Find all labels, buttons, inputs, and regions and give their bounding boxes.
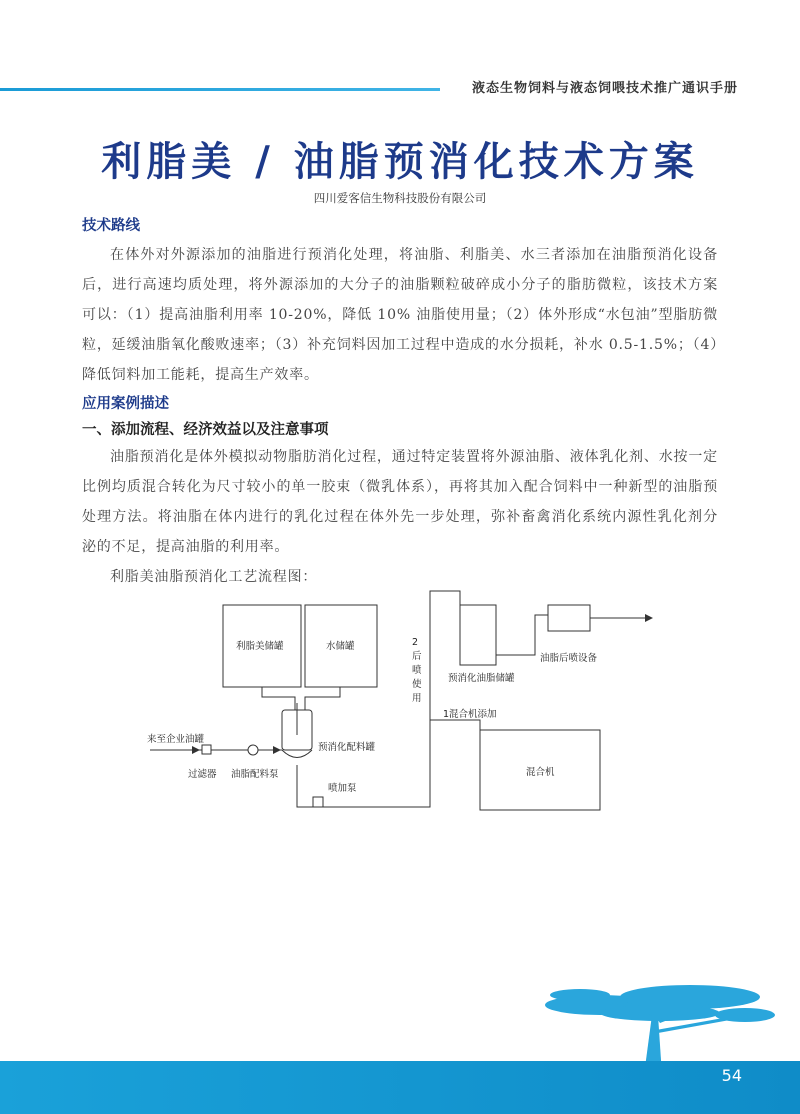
- label-after-spray-2: 后: [412, 651, 422, 662]
- company-name: 四川爱客信生物科技股份有限公司: [313, 191, 487, 205]
- label-tank2: 水储罐: [326, 641, 355, 652]
- tree-illustration: [540, 975, 780, 1075]
- label-after-spray-4: 使: [412, 679, 422, 690]
- label-mixer: 混合机: [526, 767, 555, 778]
- paragraph-tech-route: 在体外对外源添加的油脂进行预消化处理，将油脂、利脂美、水三者添加在油脂预消化设备后，进行高速均质处理，将外源添加的大分子的油脂颗粒破碎成小分子的脂肪微粒，该技术方案可以：（1）提高油脂利用率 10-20%，降低 10% 油脂使用量；（2）体外形成“水包油”型脂肪微粒，延缓油脂氧化酸败速率；（3）补充饲料因加工过程中造成的水分损耗，补水 0.5-1.5%；（4）降低饲料加工能耗，提高生产效率。: [82, 247, 718, 383]
- label-after-spray-1: 2: [412, 637, 419, 648]
- paragraph-process: 油脂预消化是体外模拟动物脂肪消化过程，通过特定装置将外源油脂、液体乳化剂、水按一定比例均质混合转化为尺寸较小的单一胶束（微乳体系），再将其加入配合饲料中一种新型的油脂预处理方法。将油脂在体内进行的乳化过程在体外先一步处理，弥补畜禽消化系统内源性乳化剂分泌的不足，提高油脂的利用率。: [82, 449, 718, 555]
- section-heading-tech-route: 技术路线: [82, 217, 140, 234]
- label-spray-pump: 喷加泵: [328, 783, 357, 794]
- paragraph-flow-caption: 利脂美油脂预消化工艺流程图：: [110, 569, 318, 585]
- document-body: [82, 212, 718, 592]
- header-title: 液态生物饲料与液态饲喂技术推广通识手册: [471, 81, 738, 96]
- label-pre-tank: 预消化配料罐: [318, 742, 376, 753]
- footer-bar: [0, 1061, 800, 1114]
- header-accent-line: [0, 88, 440, 91]
- label-tank1: 利脂美储罐: [236, 641, 284, 652]
- section-heading-case: 应用案例描述: [82, 395, 169, 412]
- label-post-spray: 油脂后喷设备: [540, 653, 598, 664]
- label-source: 来至企业油罐: [147, 734, 205, 745]
- post-spray-box: [548, 605, 590, 631]
- page-number: 54: [721, 1066, 742, 1085]
- flow-diagram-svg: [130, 585, 670, 825]
- label-pre-oil-tank: 预消化油脂储罐: [448, 673, 515, 684]
- process-flow-diagram: [130, 585, 670, 825]
- document-title: 利脂美 / 油脂预消化技术方案: [101, 138, 699, 185]
- label-oil-pump: 油脂配料泵: [231, 769, 279, 780]
- label-after-spray-5: 用: [412, 693, 422, 704]
- label-filter: 过滤器: [188, 769, 217, 780]
- label-after-spray-3: 喷: [412, 665, 422, 676]
- subheading-process: 一、添加流程、经济效益以及注意事项: [82, 421, 329, 438]
- label-mixer-add: 1混合机添加: [443, 709, 497, 720]
- pre-oil-tank-box: [460, 605, 496, 665]
